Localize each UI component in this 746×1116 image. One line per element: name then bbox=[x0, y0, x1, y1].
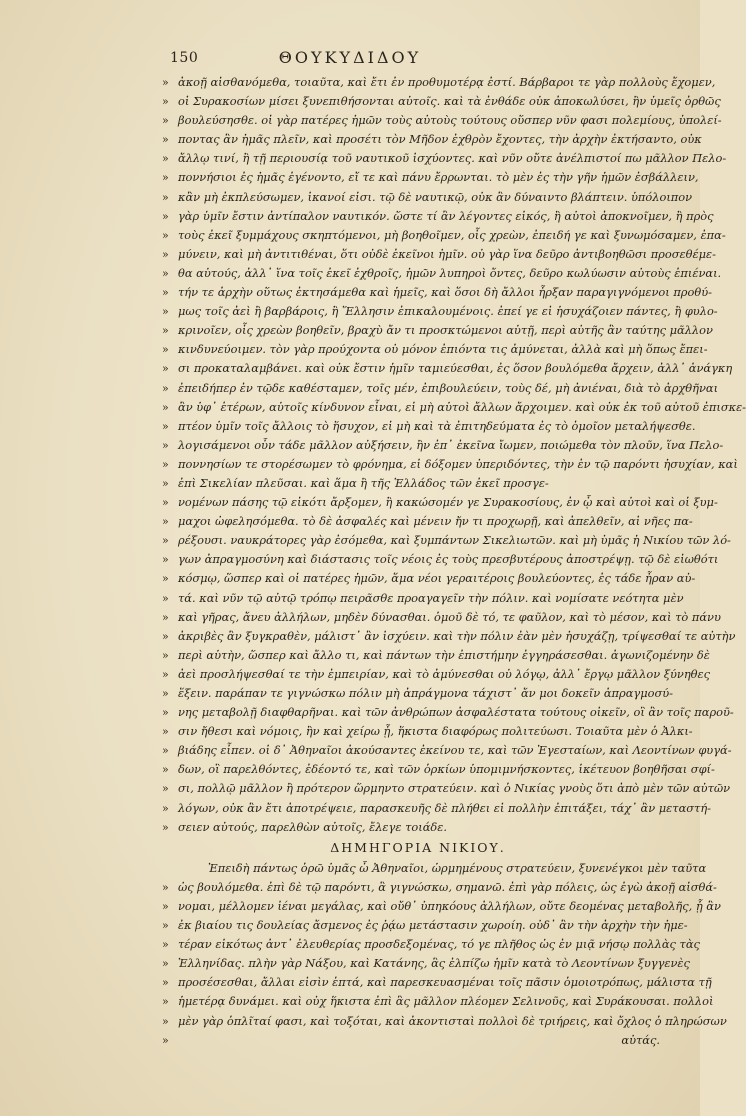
text-line bbox=[162, 149, 727, 168]
text-line bbox=[162, 954, 690, 973]
line-text: σειεν αὐτούς, παρελθὼν αὐτοῖς, ἔλεγε τοιάδε. bbox=[178, 819, 447, 834]
line-text: ἐπὶ Σικελίαν πλεῦσαι. καὶ ἅμα ἢ τῆς Ἑλλάδος τῶν ἐκεῖ προσγε- bbox=[178, 475, 549, 490]
line-text: ἀκριβὲς ἂν ξυγκραθὲν, μάλιστ᾽ ἂν ἰσχύειν. καὶ τὴν πόλιν ἐὰν μὲν ἡσυχάζῃ, τρίψεσθαί τε αὐτὴν bbox=[178, 628, 736, 643]
line-text: γὰρ ὑμῖν ἔστιν ἀντίπαλον ναυτικόν. ὥστε τί ἂν λέγοντες εἰκός, ἢ αὐτοὶ ἀποκνοῖμεν, ἢ πρὸς bbox=[178, 208, 714, 223]
line-text: ὡς βουλόμεθα. ἐπὶ δὲ τῷ παρόντι, ἃ γιγνώσκω, σημανῶ. ἐπὶ γὰρ πόλεις, ὡς ἐγὼ ἀκοῇ αἰσθά- bbox=[178, 879, 717, 894]
text-line bbox=[162, 130, 702, 149]
quotation-mark-icon: » bbox=[162, 381, 169, 395]
quotation-mark-icon: » bbox=[162, 610, 169, 624]
quotation-mark-icon: » bbox=[162, 687, 169, 700]
quotation-mark-icon: » bbox=[162, 400, 169, 414]
text-line bbox=[162, 589, 684, 608]
quotation-mark-icon: » bbox=[162, 744, 169, 758]
quotation-mark-icon: » bbox=[162, 305, 169, 319]
line-text: τέραν εἰκότως ἀντ᾽ ἐλευθερίας προσδεξομένας, τό γε πλῆθος ὡς ἐν μιᾷ νήσῳ πολλὰς τὰς bbox=[178, 937, 700, 952]
quotation-mark-icon: » bbox=[162, 591, 169, 605]
text-line bbox=[162, 973, 712, 992]
text-line bbox=[162, 897, 721, 916]
line-text: λόγων, οὐκ ἂν ἔτι ἀποτρέψειε, παρασκευῆς δὲ πλήθει εἰ πολλὴν ἐπιτάξει, τάχ᾽ ἂν μεταστή- bbox=[178, 800, 712, 815]
text-line bbox=[162, 379, 719, 398]
line-text: ἂν ὑφ᾽ ἑτέρων, αὐτοῖς κίνδυνον εἶναι, εἰ μὴ αὐτοὶ ἄλλων ἄρχοιμεν. καὶ οὐκ ἐκ τοῦ αὐτοῦ ἐπισκε- bbox=[178, 399, 746, 414]
line-text: σιν ἤθεσι καὶ νόμοις, ἢν καὶ χείρω ᾖ, ἥκιστα διαφόρως πολιτεύωσι. Τοιαῦτα μὲν ὁ Ἀλκι- bbox=[178, 724, 693, 739]
line-text: ποντας ἂν ἡμᾶς πλεῖν, καὶ προσέτι τὸν Μῆδον ἐχθρὸν ἔχοντες, τὴν ἀρχὴν ἐκτήσαντο, οὐκ bbox=[178, 132, 702, 147]
text-line bbox=[162, 531, 731, 550]
nicias-speech-paragraph bbox=[162, 859, 727, 1050]
quotation-mark-icon: » bbox=[162, 476, 169, 490]
text-line bbox=[162, 992, 714, 1011]
text-line bbox=[162, 340, 708, 359]
text-line bbox=[162, 226, 726, 245]
line-text: ἀκοῇ αἰσθανόμεθα, τοιαῦτα, καὶ ἔτι ἐν προθυμοτέρᾳ ἐστί. Βάρβαροι τε γὰρ πολλοὺς ἔχομεν, bbox=[178, 75, 716, 89]
text-line bbox=[162, 703, 734, 722]
line-text: τήν τε ἀρχὴν οὕτως ἐκτησάμεθα καὶ ἡμεῖς, καὶ ὅσοι δὴ ἄλλοι ἦρξαν παραγιγνόμενοι προθύ- bbox=[178, 285, 712, 300]
quotation-mark-icon: » bbox=[162, 763, 169, 777]
quotation-mark-icon: » bbox=[162, 190, 169, 204]
line-text: βουλεύσησθε. οἱ γὰρ πατέρες ἡμῶν τοὺς αὐτοὺς τούτους οὕσπερ νῦν φασι πολεμίους, ὑπολεί- bbox=[178, 113, 722, 128]
line-text: πτέον ὑμῖν τοῖς ἄλλοις τὸ ἥσυχον, εἰ μὴ καὶ τὰ ἐπιτηδεύματα ἐς τὸ ὁμοῖον μεταλήψεσθε. bbox=[178, 418, 696, 433]
line-text: κἂν μὴ ἐκπλεύσωμεν, ἱκανοί εἰσι. τῷ δὲ ναυτικῷ, οὐκ ἂν δύναιντο βλάπτειν. ὑπόλοιπον bbox=[178, 189, 693, 204]
line-text: γων ἀπραγμοσύνη καὶ διάστασις τοῖς νέοις ἐς τοὺς πρεσβυτέρους ἀποστρέψῃ. τῷ δὲ εἰωθότι bbox=[178, 552, 719, 567]
text-line bbox=[162, 168, 699, 187]
text-line bbox=[162, 417, 696, 436]
quotation-mark-icon: » bbox=[162, 976, 169, 990]
text-line bbox=[162, 916, 688, 935]
text-line bbox=[162, 73, 716, 92]
text-line bbox=[162, 92, 721, 111]
quotation-mark-icon: » bbox=[162, 95, 169, 109]
text-line bbox=[162, 818, 668, 837]
line-text: Ἑλληνίδας. πλὴν γὰρ Νάξου, καὶ Κατάνης, ἃς ἐλπίζω ἡμῖν κατὰ τὸ Λεοντίνων ξυγγενὲς bbox=[178, 956, 690, 971]
quotation-mark-icon: » bbox=[162, 782, 169, 796]
line-text: τά. καὶ νῦν τῷ αὐτῷ τρόπῳ πειρᾶσθε προαγαγεῖν τὴν πόλιν. καὶ νομίσατε νεότητα μὲν bbox=[178, 590, 684, 605]
line-text: σι, πολλῷ μᾶλλον ἢ πρότερον ὥρμηντο στρατεύειν. καὶ ὁ Νικίας γνοὺς ὅτι ἀπὸ μὲν τῶν αὐτῶν bbox=[178, 781, 731, 796]
quotation-mark-icon: » bbox=[162, 629, 169, 643]
quotation-mark-icon: » bbox=[162, 114, 169, 128]
text-block bbox=[162, 73, 746, 1050]
quotation-mark-icon: » bbox=[162, 995, 169, 1009]
line-text: ποννησίων τε στορέσωμεν τὸ φρόνημα, εἰ δόξομεν ὑπεριδόντες, τὴν ἐν τῷ παρόντι ἡσυχίαν, καὶ bbox=[178, 456, 738, 471]
quotation-mark-icon: » bbox=[162, 247, 169, 261]
quotation-mark-icon: » bbox=[162, 343, 169, 357]
line-text: θα αὐτούς, ἀλλ᾽ ἵνα τοῖς ἐκεῖ ἐχθροῖς, ἡμῶν λυπηροὶ ὄντες, δεῦρο κωλύωσιν αὐτοὺς ἐπιέναι. bbox=[178, 265, 722, 280]
line-text: ἐκ βιαίου τις δουλείας ἄσμενος ἐς ῥᾴω μετάστασιν χωροίη. οὐδ᾽ ἂν τὴν ἀρχὴν τὴν ἡμε- bbox=[178, 918, 688, 933]
line-text: βιάδης εἶπεν. οἱ δ᾽ Ἀθηναῖοι ἀκούσαντες ἐκείνου τε, καὶ τῶν Ἐγεσταίων, καὶ Λεοντίνων φυγά- bbox=[178, 743, 732, 758]
text-line bbox=[162, 474, 668, 493]
line-text: προσέσεσθαι, ἄλλαι εἰσὶν ἑπτά, καὶ παρεσκευασμέναι τοῖς πᾶσιν ὁμοιοτρόπως, μάλιστα τῇ bbox=[178, 975, 712, 990]
page-number: 150 bbox=[170, 50, 199, 66]
text-line bbox=[162, 935, 700, 954]
line-text: νης μεταβολῇ διαφθαρῆναι. καὶ τῶν ἀνθρώπων ἀσφαλέστατα τούτους οἰκεῖν, οἳ ἂν τοῖς παροῦ- bbox=[178, 705, 734, 720]
text-line bbox=[162, 207, 714, 226]
text-line bbox=[162, 493, 718, 512]
text-line bbox=[162, 436, 724, 455]
quotation-mark-icon: » bbox=[162, 362, 169, 376]
line-text: ἀεὶ προσλήψεσθαί τε τὴν ἐμπειρίαν, καὶ τὸ ἀμύνεσθαι οὐ λόγῳ, ἀλλ᾽ ἔργῳ μᾶλλον ξύνηθες bbox=[178, 666, 711, 681]
line-text: ποννήσιοι ἐς ἡμᾶς ἐγένοντο, εἴ τε καὶ πάνυ ἔρρωνται. τὸ μὲν ἐς τὴν γῆν ἡμῶν ἐσβάλλειν, bbox=[178, 170, 699, 185]
line-text: τοὺς ἐκεῖ ξυμμάχους σκηπτόμενοι, μὴ βοηθοῖμεν, οἷς χρεὼν, ἐπειδή γε καὶ ξυνωμόσαμεν, ἐπα- bbox=[178, 227, 726, 242]
quotation-mark-icon: » bbox=[162, 1033, 169, 1047]
quotation-mark-icon: » bbox=[162, 706, 169, 720]
quotation-mark-icon: » bbox=[162, 171, 169, 185]
quotation-mark-icon: » bbox=[162, 228, 169, 242]
quotation-mark-icon: » bbox=[162, 1014, 169, 1028]
text-line bbox=[162, 684, 674, 703]
line-text: νομένων πάσης τῷ εἰκότι ἄρξομεν, ἢ κακώσομέν γε Συρακοσίους, ἐν ᾧ καὶ αὐτοὶ καὶ οἱ ξυμ- bbox=[178, 495, 718, 510]
quotation-mark-icon: » bbox=[162, 209, 169, 223]
quotation-mark-icon: » bbox=[162, 266, 169, 280]
text-line bbox=[162, 722, 693, 741]
quotation-mark-icon: » bbox=[162, 534, 169, 548]
text-line bbox=[162, 398, 746, 417]
text-line bbox=[162, 608, 721, 627]
text-line bbox=[162, 878, 717, 897]
line-text: μὲν γὰρ ὁπλῖταί φασι, καὶ τοξόται, καὶ ἀκοντισταὶ πολλοὶ δὲ τριήρεις, καὶ ὄχλος ὁ πληρώσων bbox=[178, 1013, 727, 1028]
quotation-mark-icon: » bbox=[162, 801, 169, 815]
text-line bbox=[162, 799, 712, 818]
line-text: λογισάμενοι οὖν τάδε μᾶλλον αὐξήσειν, ἢν ἐπ᾽ ἐκεῖνα ἴωμεν, ποιώμεθα τὸν πλοῦν, ἵνα Πελο- bbox=[178, 437, 724, 452]
text-line bbox=[168, 859, 707, 878]
line-text: Ἐπειδὴ πάντως ὁρῶ ὑμᾶς ὦ Ἀθηναῖοι, ὡρμημένους στρατεύειν, ξυνενέγκοι μὲν ταῦτα bbox=[208, 860, 707, 875]
quotation-mark-icon: » bbox=[162, 957, 169, 971]
text-line bbox=[162, 359, 733, 378]
line-text: δων, οἳ παρελθόντες, ἐδέοντό τε, καὶ τῶν ὁρκίων ὑπομιμνήσκοντες, ἱκέτευον βοηθῆσαι σφί- bbox=[178, 762, 715, 777]
quotation-mark-icon: » bbox=[162, 152, 169, 166]
line-text: ἕξειν. παράπαν τε γιγνώσκω πόλιν μὴ ἀπράγμονα τάχιστ᾽ ἄν μοι δοκεῖν ἀπραγμοσύ- bbox=[178, 686, 674, 700]
text-line bbox=[162, 627, 736, 646]
line-text: περὶ αὑτὴν, ὥσπερ καὶ ἄλλο τι, καὶ πάντων τὴν ἐπιστήμην ἐγγηράσεσθαι. ἀγωνιζομένην δὲ bbox=[178, 647, 710, 662]
text-line bbox=[162, 1031, 668, 1050]
line-text: ρέξουσι. ναυκράτορες γὰρ ἐσόμεθα, καὶ ξυμπάντων Σικελιωτῶν. καὶ μὴ ὑμᾶς ἡ Νικίου τῶν λό- bbox=[178, 533, 731, 548]
quotation-mark-icon: » bbox=[162, 820, 169, 834]
line-text: κινδυνεύοιμεν. τὸν γὰρ προύχοντα οὐ μόνον ἐπιόντα τις ἀμύνεται, ἀλλὰ καὶ μὴ ὅπως ἔπει- bbox=[178, 342, 708, 357]
section-heading: ΔΗΜΗΓΟΡΙΑ ΝΙΚΙΟΥ. bbox=[330, 839, 506, 855]
text-line bbox=[162, 569, 696, 588]
line-text: ἐπειδήπερ ἐν τῷδε καθέσταμεν, τοῖς μέν, ἐπιβουλεύειν, τοὺς δέ, μὴ ἀνιέναι, διὰ τὸ ἀρχθῆναι bbox=[178, 380, 719, 395]
quotation-mark-icon: » bbox=[162, 667, 169, 681]
text-line bbox=[162, 550, 719, 569]
text-line bbox=[162, 779, 731, 798]
quotation-mark-icon: » bbox=[162, 725, 169, 739]
line-text: νομαι, μέλλομεν ἰέναι μεγάλας, καὶ οὔθ᾽ ὑπηκόους ἀλλήλων, οὔτε δεομένας μεταβολῆς, ᾗ ἂν bbox=[178, 898, 721, 913]
quotation-mark-icon: » bbox=[162, 76, 169, 89]
line-text: μαχοι ὠφελησόμεθα. τὸ δὲ ἀσφαλές καὶ μένειν ἤν τι προχωρῇ, καὶ ἀπελθεῖν, αἱ νῆες πα- bbox=[178, 514, 693, 529]
text-line bbox=[162, 245, 716, 264]
text-line bbox=[162, 283, 712, 302]
quotation-mark-icon: » bbox=[162, 324, 169, 338]
speech-end-paragraph bbox=[162, 73, 746, 837]
quotation-mark-icon: » bbox=[162, 496, 169, 510]
running-head: ΘΟΥΚΥΔΙΔΟΥ bbox=[278, 48, 422, 67]
text-line bbox=[162, 264, 722, 283]
quotation-mark-icon: » bbox=[162, 880, 169, 894]
text-line bbox=[162, 188, 693, 207]
text-line bbox=[162, 741, 732, 760]
quotation-mark-icon: » bbox=[162, 515, 169, 529]
line-text: ἡμετέρᾳ δυνάμει. καὶ οὐχ ἥκιστα ἐπὶ ἃς μᾶλλον πλέομεν Σελινοῦς, καὶ Συράκουσαι. πολλοὶ bbox=[178, 994, 714, 1009]
quotation-mark-icon: » bbox=[162, 648, 169, 662]
text-line bbox=[162, 1012, 727, 1031]
quotation-mark-icon: » bbox=[162, 133, 169, 147]
line-text: αὐτάς. bbox=[621, 1032, 660, 1047]
quotation-mark-icon: » bbox=[162, 457, 169, 471]
quotation-mark-icon: » bbox=[162, 938, 169, 952]
quotation-mark-icon: » bbox=[162, 419, 169, 433]
text-line bbox=[162, 760, 715, 779]
quotation-mark-icon: » bbox=[162, 286, 169, 300]
text-line bbox=[162, 646, 710, 665]
line-text: κρινοῖεν, οἷς χρεὼν βοηθεῖν, βραχὺ ἄν τι προσκτώμενοι αὐτῇ, περὶ αὐτῆς ἂν ταύτης μᾶλλον bbox=[178, 323, 713, 338]
text-line bbox=[162, 665, 711, 684]
quotation-mark-icon: » bbox=[162, 553, 169, 567]
line-text: μως τοῖς ἀεὶ ἢ βαρβάροις, ἢ Ἕλλησιν ἐπικαλουμένοις. ἐπεί γε εἰ ἡσυχάζοιεν πάντες, ἢ φυλο- bbox=[178, 304, 718, 319]
line-text: μύνειν, καὶ μὴ ἀντιτιθέναι, ὅτι οὐδὲ ἐκεῖνοι ἡμῖν. οὐ γὰρ ἵνα δεῦρο ἀντιβοηθῶσι προσεθέμε- bbox=[178, 246, 716, 261]
line-text: σι προκαταλαμβάνει. καὶ οὐκ ἔστιν ἡμῖν ταμιεύεσθαι, ἐς ὅσον βουλόμεθα ἄρχειν, ἀλλ᾽ ἀνάγκη bbox=[178, 361, 733, 376]
quotation-mark-icon: » bbox=[162, 919, 169, 933]
quotation-mark-icon: » bbox=[162, 572, 169, 586]
text-line bbox=[162, 302, 718, 321]
quotation-mark-icon: » bbox=[162, 438, 169, 452]
text-line bbox=[162, 455, 738, 474]
text-line bbox=[162, 321, 713, 340]
text-line bbox=[162, 111, 722, 130]
text-line bbox=[162, 512, 693, 531]
line-text: οἱ Συρακοσίων μίσει ξυνεπιθήσονται αὐτοῖς. καὶ τὰ ἐνθάδε οὐκ ἀποκωλύσει, ἢν ὑμεῖς ὀρθῶς bbox=[178, 94, 721, 109]
line-text: ἄλλῳ τινί, ἢ τῇ περιουσίᾳ τοῦ ναυτικοῦ ἰσχύοντες. καὶ νῦν οὔτε ἀνέλπιστοί πω μᾶλλον Πελο- bbox=[178, 151, 727, 166]
quotation-mark-icon: » bbox=[162, 899, 169, 913]
line-text: κόσμῳ, ὥσπερ καὶ οἱ πατέρες ἡμῶν, ἅμα νέοι γεραιτέροις βουλεύοντες, ἐς τάδε ἦραν αὐ- bbox=[178, 571, 696, 586]
line-text: καὶ γῆρας, ἄνευ ἀλλήλων, μηδὲν δύνασθαι. ὁμοῦ δὲ τό, τε φαῦλον, καὶ τὸ μέσον, καὶ τὸ πάνυ bbox=[178, 609, 721, 624]
